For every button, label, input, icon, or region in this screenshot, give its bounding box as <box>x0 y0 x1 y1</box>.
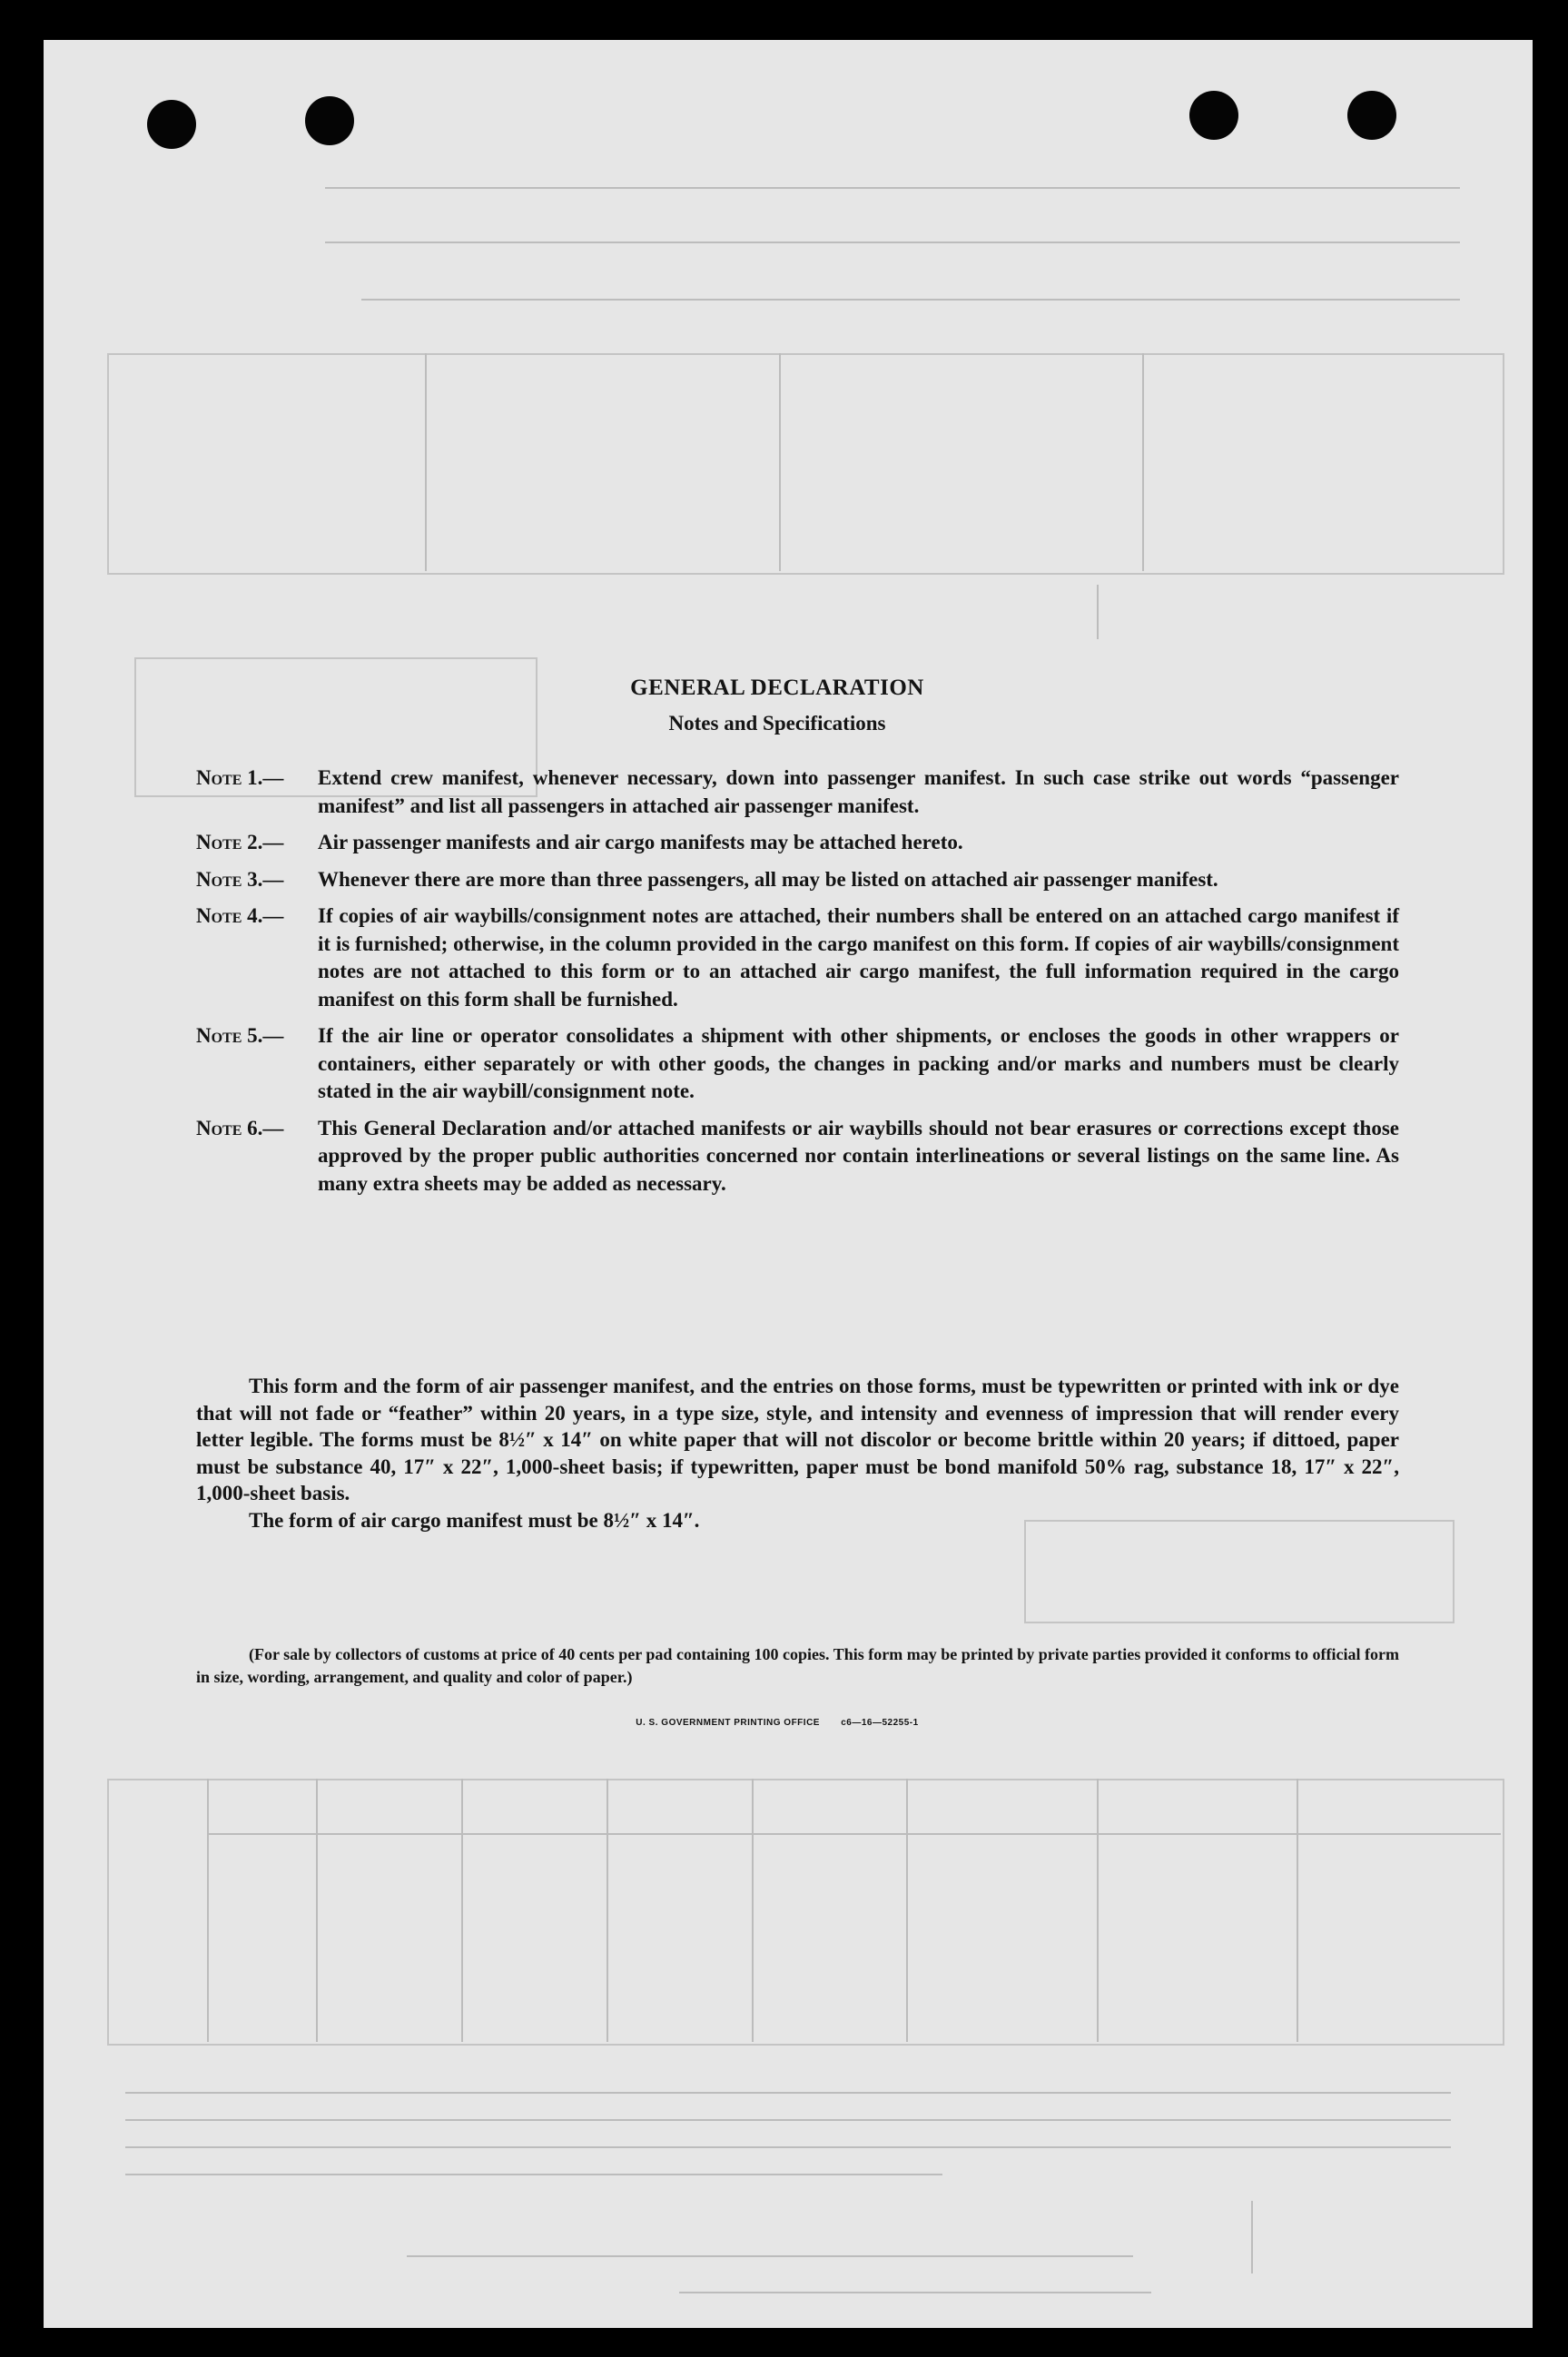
punch-hole-left-1 <box>147 100 196 149</box>
bleed-through-line <box>325 242 1460 243</box>
note-text: If the air line or operator consolidates a shipment with other shipments, or encloses the goods in other wrappers or containers, either separately or with other goods, the changes in packing and/or marks and numbers must be clearly stated in the air waybill/consignment note. <box>318 1024 1399 1102</box>
sale-notice-text: (For sale by collectors of customs at price of 40 cents per pad containing 100 copies. This form may be printed by private parties provided it conforms to official form in size, wording, arrangement, and quality and color of paper.) <box>196 1645 1399 1686</box>
page-title: GENERAL DECLARATION <box>630 676 924 700</box>
bleed-through-line <box>207 1833 1501 1835</box>
bleed-through-line <box>316 1779 318 2042</box>
printer-name: U. S. GOVERNMENT PRINTING OFFICE <box>636 1718 820 1728</box>
bleed-through-line <box>906 1779 908 2042</box>
cargo-size-text: The form of air cargo manifest must be 8½″ x 14″. <box>249 1508 700 1532</box>
note-4 <box>196 902 1399 1013</box>
punch-hole-right-2 <box>1347 91 1396 140</box>
bleed-through-line <box>679 2292 1151 2293</box>
bleed-through-line <box>606 1779 608 2042</box>
bleed-through-line <box>125 2146 1451 2148</box>
printer-imprint <box>44 1718 1511 1728</box>
note-label: Note 2.— <box>196 831 284 853</box>
note-3 <box>196 866 1399 894</box>
bleed-through-line <box>425 353 427 571</box>
note-text: If copies of air waybills/consignment notes are attached, their numbers shall be entered on an attached cargo manifest if it is furnished; otherwise, in the column provided in the cargo manifest on this form. If copies of air waybills/consignment notes are not attached to this form or to an attached air cargo manifest, the full information required in the cargo manifest on this form shall be furnished. <box>318 904 1399 1011</box>
note-label: Note 4.— <box>196 904 284 927</box>
bleed-through-line <box>125 2092 1451 2094</box>
note-text: Air passenger manifests and air cargo manifests may be attached hereto. <box>318 831 963 853</box>
bleed-through-line <box>407 2255 1133 2257</box>
bleed-through-line <box>1297 1779 1298 2042</box>
bleed-through-line <box>1097 585 1099 639</box>
note-2 <box>196 829 1399 857</box>
note-1 <box>196 764 1399 820</box>
note-label: Note 5.— <box>196 1024 284 1047</box>
printer-code: c6—16—52255-1 <box>841 1718 919 1728</box>
bleed-through-line <box>779 353 781 571</box>
specification-text: This form and the form of air passenger manifest, and the entries on those forms, must be typewritten or printed with ink or dye that will not fade or “feather” within 20 years, in a type size, style, and intensity and evenness of impression that will render every letter legible. The forms must be 8½″ x 14″ on white paper that will not discolor or become brittle within 20 years; if dittoed, paper must be substance 40, 17″ x 22″, 1,000-sheet basis; if typewritten, paper must be bond manifold 50% rag, substance 18, 17″ x 22″, 1,000-sheet basis. <box>196 1375 1399 1504</box>
page-subtitle: Notes and Specifications <box>668 712 886 735</box>
note-label: Note 3.— <box>196 867 284 891</box>
note-label: Note 6.— <box>196 1116 284 1139</box>
note-5 <box>196 1022 1399 1106</box>
bleed-through-line <box>325 187 1460 189</box>
bleed-through-line <box>1097 1779 1099 2042</box>
note-6 <box>196 1115 1399 1198</box>
bleed-through-line <box>361 299 1460 301</box>
bleed-through-line <box>1142 353 1144 571</box>
note-text: This General Declaration and/or attached manifests or air waybills should not bear erasures or corrections except those approved by the proper public authorities concerned nor contain interlineations or several listings on the same line. As many extra sheets may be added as necessary. <box>318 1116 1399 1195</box>
bleed-through-box <box>1024 1520 1455 1623</box>
bleed-through-line <box>125 2119 1451 2121</box>
note-text: Extend crew manifest, whenever necessary, down into passenger manifest. In such case strike out words “passenger manifest” and list all passengers in attached air passenger manifest. <box>318 766 1399 817</box>
bleed-through-line <box>752 1779 754 2042</box>
bleed-through-line <box>461 1779 463 2042</box>
note-label: Note 1.— <box>196 766 284 789</box>
bleed-through-line <box>1251 2201 1253 2273</box>
punch-hole-left-2 <box>305 96 354 145</box>
document-page <box>44 40 1533 2328</box>
sale-notice <box>196 1643 1399 1689</box>
punch-hole-right-1 <box>1189 91 1238 140</box>
specification-paragraph <box>196 1373 1399 1534</box>
bleed-through-line <box>125 2174 942 2175</box>
bleed-through-table <box>107 353 1504 575</box>
bleed-through-line <box>207 1779 209 2042</box>
note-text: Whenever there are more than three passengers, all may be listed on attached air passenger manifest. <box>318 867 1218 891</box>
notes-list <box>196 764 1399 1207</box>
